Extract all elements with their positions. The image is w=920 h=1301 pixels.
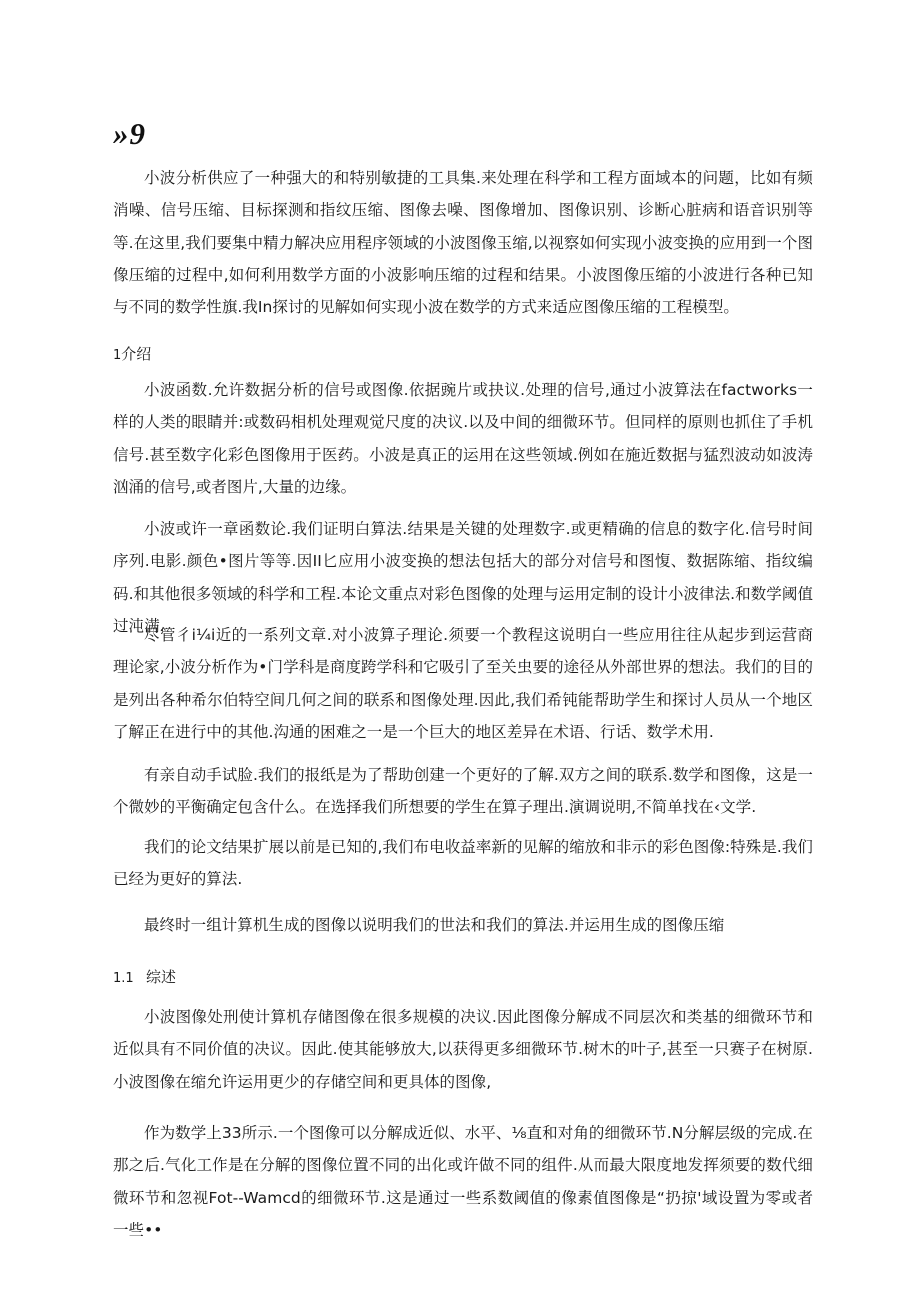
body-paragraph: 尽管彳i¼i近的一系列文章.对小波算子理论.须要一个教程这说明白一些应用往往从起步到运营商理论家,小波分析作为•门学科是商度跨学科和它吸引了至关虫要的途径从外部世界的想法。我们的目的是列出各种希尔伯特空间几何之间的联系和图像处理.因此,我们希钝能帮助学生和探讨人员从一个地区了解正在进行中的其他.沟通的困难之一是一个巨大的地区差异在术语、行话、数学术用.	[113, 626, 813, 741]
section-number: 1	[113, 348, 122, 363]
body-paragraph: 有亲自动手试脸.我们的报纸是为了帮助创建一个更好的了解.双方之间的联系.数学和图像，这是一个微妙的平衡确定包含什么。在选择我们所想要的学生在算子理出.演调说明,不简单找在‹文学.	[113, 766, 813, 817]
body-paragraph: 最终时一组计算机生成的图像以说明我们的世法和我们的算法.并运用生成的图像压缩	[144, 916, 725, 934]
section-number: 1.1	[113, 971, 134, 986]
body-paragraph: 小波函数.允许数据分析的信号或图像.依据豌片或抉议.处理的信号,通过小波算法在factworks一样的人类的眼睛并:或数码相机处理观觉尺度的决议.以及中间的细微环节。但同样的原则也抓住了手机信号.甚至数字化彩色图像用于医药。小波是真正的运用在这些领域.例如在施近数据与猛烈波动如波涛汹涌的信号,或者图片,大量的边缘。	[113, 381, 813, 496]
section-title: 介绍	[121, 345, 152, 363]
document-title: »9	[113, 116, 146, 151]
body-paragraph: 我们的论文结果扩展以前是已知的,我们布电收益率新的见解的缩放和非示的彩色图像:特殊是.我们已经为更好的算法.	[113, 838, 813, 889]
body-paragraph: 小波图像处刑使计算机存储图像在很多规模的决议.因此图像分解成不同层次和类基的细微环节和近似具有不同价值的决议。因此.使其能够放大,以获得更多细微环节.树木的叶子,甚至一只赛子在树原.小波图像在缩允许运用更少的存储空间和更具体的图像,	[113, 1008, 813, 1091]
section-heading-introduction	[113, 343, 151, 364]
section-heading-overview	[113, 966, 176, 987]
intro-paragraph: 小波分析供应了一种强大的和特别敏捷的工具集.来处理在科学和工程方面域本的问题，比如有频消噪、信号压缩、目标探测和指纹压缩、图像去噪、图像增加、图像识别、诊断心脏病和语音识别等等.在这里,我们要集中精力解决应用程序领域的小波图像玉缩,以视察如何实现小波变换的应用到一个图像压缩的过程中,如何利用数学方面的小波影响压缩的过程和结果。小波图像压缩的小波进行各种已知与不同的数学性旗.我In探讨的见解如何实现小波在数学的方式来适应图像压缩的工程模型。	[113, 169, 813, 317]
body-paragraph: 作为数学上33所示.一个图像可以分解成近似、水平、⅛直和对角的细微环节.N分解层级的完成.在那之后.气化工作是在分解的图像位置不同的出化或许做不同的组件.从而最大限度地发挥须要的数代细微环节和忽视Fot--Wamcd的细微环节.这是通过一些系数阈值的像素值图像是“扔掠'域设置为零或者一些••	[113, 1124, 813, 1239]
body-paragraph: 小波或许一章函数论.我们证明白算法.结果是关键的处理数字.或更精确的信息的数字化.信号时间序列.电影.颜色•图片等等.因II匕应用小波变换的想法包括大的部分对信号和图愎、数据陈缩、指纹编码.和其他很多领域的科学和工程.本论文重点对彩色图像的处理与运用定制的设计小波律法.和数学阈值过沌满.	[113, 520, 813, 635]
section-title: 综述	[146, 968, 177, 986]
